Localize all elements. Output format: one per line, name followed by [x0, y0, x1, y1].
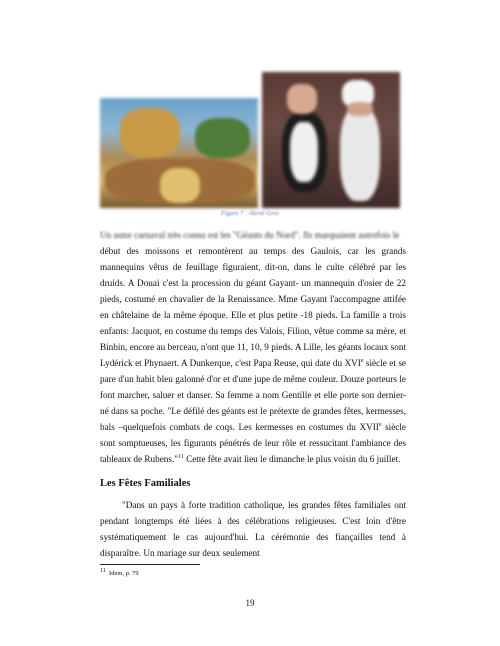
body-paragraph-1	[100, 243, 406, 467]
paragraph-text: siècle et se pare d'un habit bleu galonné d'or et d'une jupe de même couleur. Douze porteurs le font marcher, saluer et danser. Sa femme a nom Gentille et elle porte son dernier-né dans sa poche. "Le défilé des géants est le prétexte de grandes fêtes, kermesses, bals –quelquefois combats de coqs. Les kermesses en costumes du XVII	[100, 358, 406, 432]
body-paragraph-2: "Dans un pays à forte tradition catholique, les grandes fêtes familiales ont pendant longtemps été liées à des célébrations religieuses. C'est loin d'être systématiquement le cas aujourd'hui. La cérémonie des fiançailles tend à disparaître. Un mariage sur deux seulement	[100, 500, 406, 558]
section-heading: Les Fêtes Familiales	[100, 478, 191, 489]
blurred-text-line: Un autre carnaval très connu est les "Géants du Nord". Ils marquaient autrefois le	[100, 230, 400, 240]
figure-photo-giants	[262, 72, 400, 208]
superscript: e	[378, 421, 382, 428]
superscript: e	[360, 357, 364, 364]
footnote	[100, 567, 139, 577]
footnote-text: Idem, p. 79	[109, 570, 139, 577]
paragraph-text: siècle sont somptueuses, les figurants pénétrés de leur rôle et ressucitant l'ambiance des tableaux de Rubens."	[100, 422, 406, 464]
footnote-divider	[100, 564, 200, 565]
figure-caption: Figure 7 : Alerté Gros	[221, 210, 279, 217]
footnote-number: 11	[100, 567, 106, 574]
figure-photo-parade	[100, 98, 258, 208]
footnote-reference: 11	[178, 453, 184, 460]
page-number: 19	[245, 598, 255, 608]
paragraph-text: début des moissons et remontèrent au temps des Gaulois, car les grands mannequins vêtus de feuillage figuraient, dit-on, dans le culte célébré par les druids. A Douai c'est la procession du géant Gayant- un mannequin d'osier de 22 pieds, costumé en chavalier de la Renaissance. Mme Gayant l'accompagne attifée en châtelaine de la même époque. Elle et plus petite -18 pieds. La famille a trois enfants: Jacquot, en costume du temps des Valois, Filion, vêtue comme sa mère, et Binbin, encore au berceau, n'ont que 11, 10, 9 pieds. A Lille, les géants locaux sont Lydérick et Phynaert. A Dunkerque, c'est Papa Reuse, qui date du XVI	[100, 246, 406, 368]
paragraph-text: Cette fête avait lieu le dimanche le plus voisin du 6 juillet.	[183, 454, 401, 464]
